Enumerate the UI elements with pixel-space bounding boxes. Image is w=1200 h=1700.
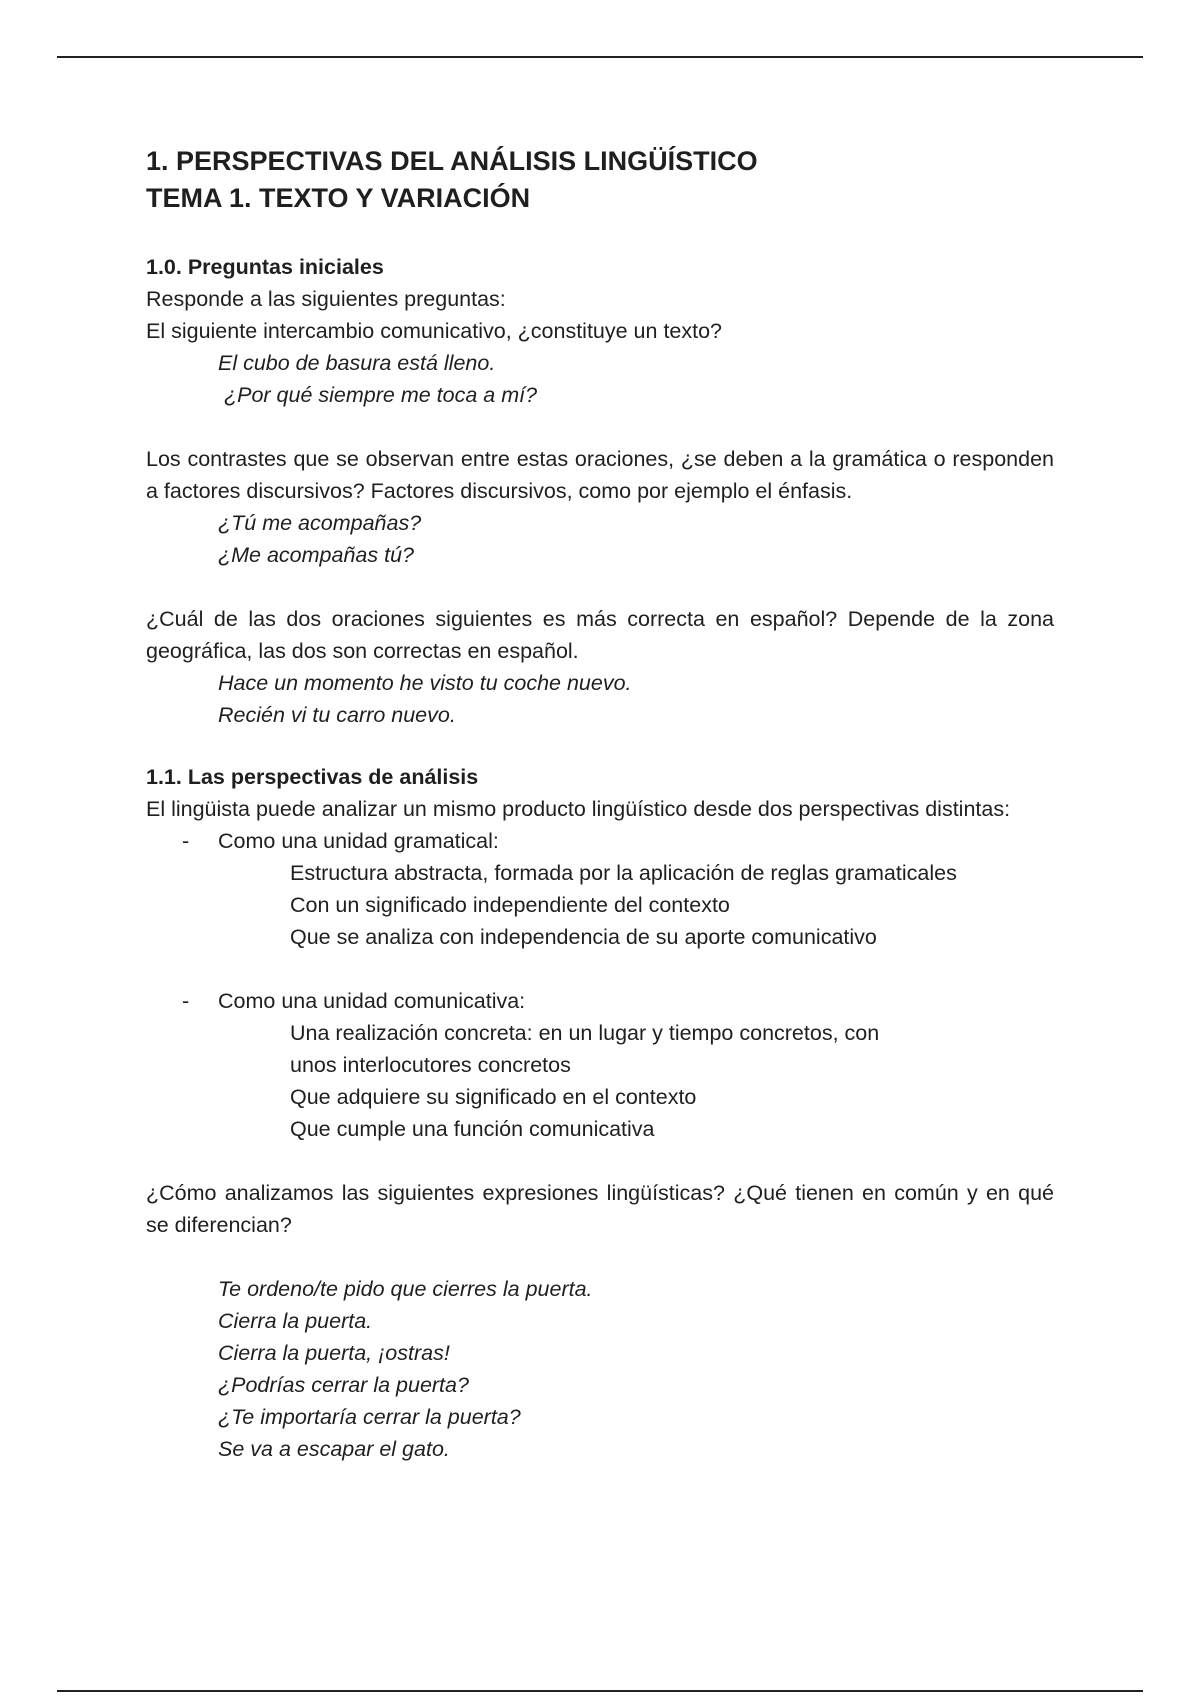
example-line: ¿Tú me acompañas?: [218, 511, 422, 535]
example-line: ¿Por qué siempre me toca a mí?: [218, 383, 538, 407]
sub-item: Que se analiza con independencia de su aporte comunicativo: [290, 925, 877, 949]
section-title-perspectivas: 1.1. Las perspectivas de análisis: [146, 765, 479, 789]
example-line: ¿Podrías cerrar la puerta?: [218, 1373, 469, 1397]
chapter-title: 1. PERSPECTIVAS DEL ANÁLISIS LINGÜÍSTICO: [146, 146, 758, 176]
example-line: Hace un momento he visto tu coche nuevo.: [218, 671, 632, 695]
bottom-rule: [57, 1690, 1143, 1692]
intro-text: Responde a las siguientes preguntas:: [146, 287, 506, 311]
example-line: El cubo de basura está lleno.: [218, 351, 496, 375]
bullet-label: Como una unidad gramatical:: [218, 829, 499, 853]
top-rule: [57, 56, 1143, 58]
question-1: El siguiente intercambio comunicativo, ¿constituye un texto?: [146, 319, 723, 343]
sub-item: Estructura abstracta, formada por la aplicación de reglas gramaticales: [290, 861, 957, 885]
section-intro: El lingüista puede analizar un mismo producto lingüístico desde dos perspectivas distintas:: [146, 797, 1011, 821]
example-line: Cierra la puerta.: [218, 1309, 373, 1333]
question-2: Los contrastes que se observan entre estas oraciones, ¿se deben a la gramática o responden a factores discursivos? Factores discursivos, como por ejemplo el énfasis.: [146, 447, 1054, 503]
example-line: Cierra la puerta, ¡ostras!: [218, 1341, 450, 1365]
sub-item: Con un significado independiente del contexto: [290, 893, 730, 917]
analysis-question: ¿Cómo analizamos las siguientes expresiones lingüísticas? ¿Qué tienen en común y en qué se diferencian?: [146, 1181, 1054, 1237]
question-3: ¿Cuál de las dos oraciones siguientes es más correcta en español? Depende de la zona geográfica, las dos son correctas en español.: [146, 607, 1054, 663]
document-body: [146, 143, 1054, 1465]
sub-item: unos interlocutores concretos: [290, 1053, 571, 1077]
dash-marker: -: [182, 829, 190, 853]
example-line: ¿Te importaría cerrar la puerta?: [218, 1405, 521, 1429]
example-line: ¿Me acompañas tú?: [218, 543, 414, 567]
topic-title: TEMA 1. TEXTO Y VARIACIÓN: [146, 183, 531, 213]
bullet-label: Como una unidad comunicativa:: [218, 989, 526, 1013]
example-line: Te ordeno/te pido que cierres la puerta.: [218, 1277, 593, 1301]
sub-item: Que adquiere su significado en el contexto: [290, 1085, 697, 1109]
bullet-item: [146, 985, 1054, 1017]
sub-item: Una realización concreta: en un lugar y tiempo concretos, con: [290, 1021, 880, 1045]
dash-marker: -: [182, 989, 190, 1013]
section-title-preguntas-iniciales: 1.0. Preguntas iniciales: [146, 255, 384, 279]
example-line: Se va a escapar el gato.: [218, 1437, 450, 1461]
example-line: Recién vi tu carro nuevo.: [218, 703, 456, 727]
bullet-item: [146, 825, 1054, 857]
sub-item: Que cumple una función comunicativa: [290, 1117, 655, 1141]
